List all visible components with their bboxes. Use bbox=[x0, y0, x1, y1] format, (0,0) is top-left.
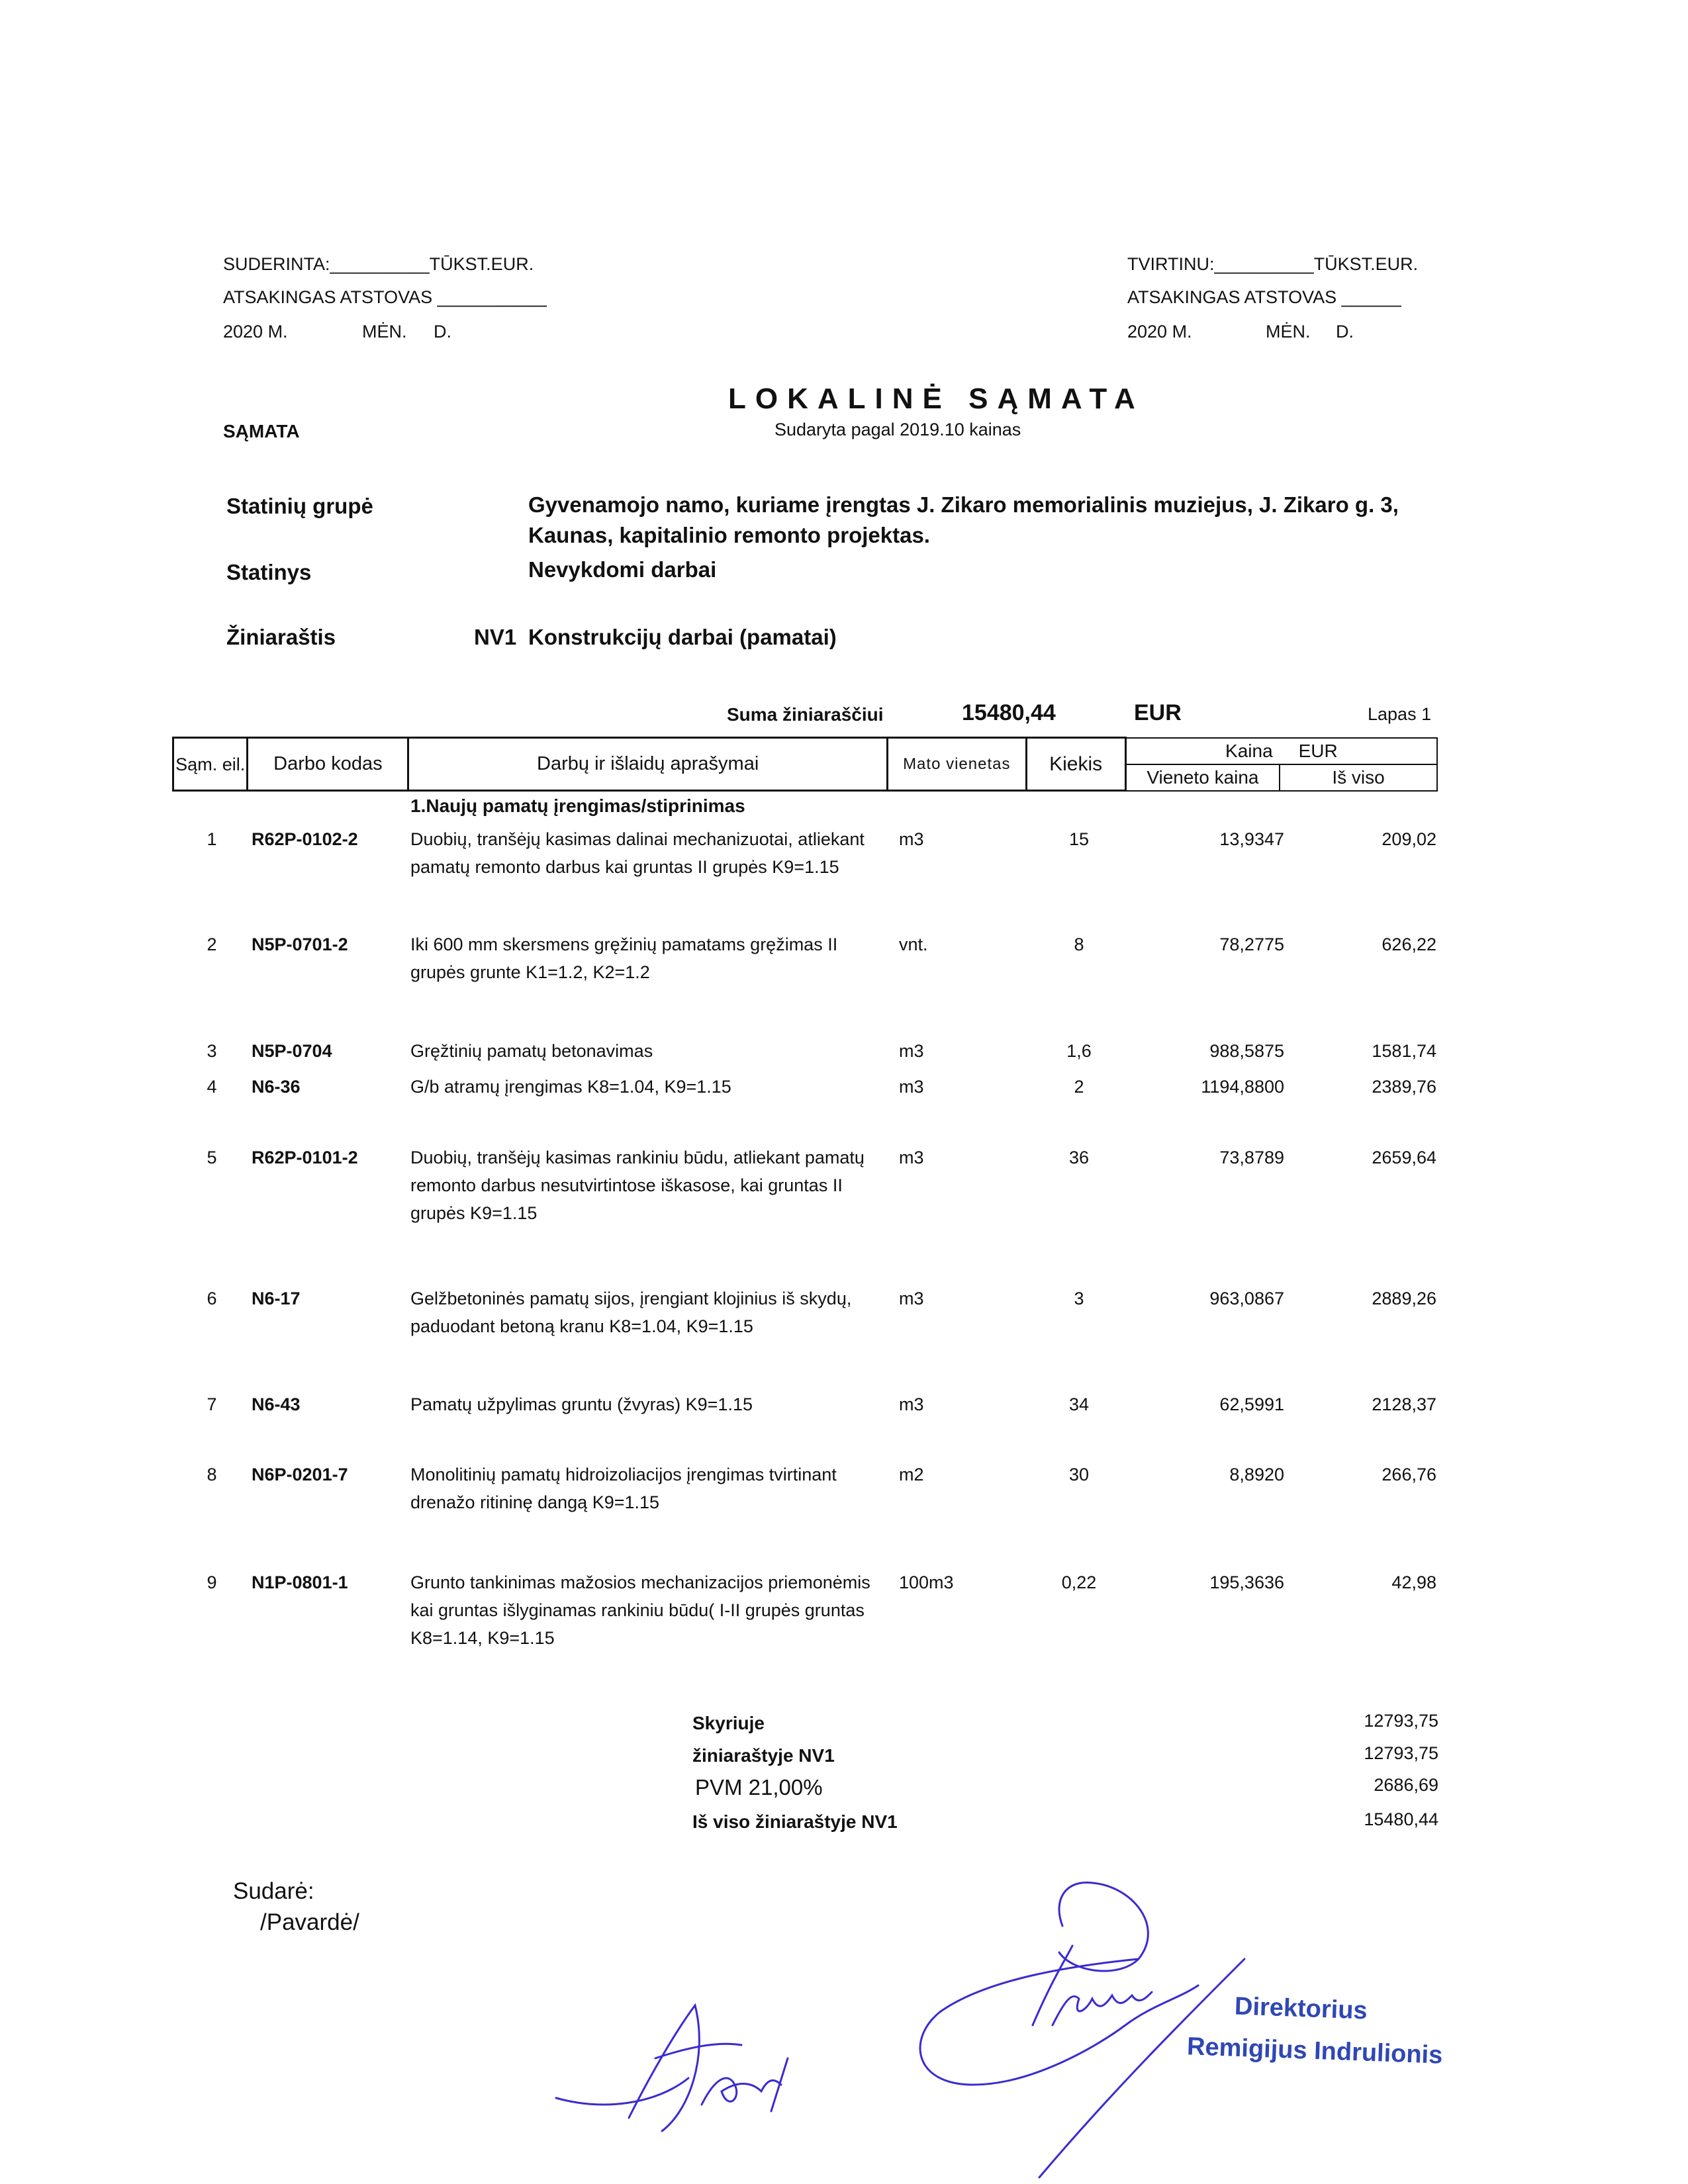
summary-value: 15480,44 bbox=[1364, 1809, 1438, 1829]
object-value: Nevykdomi darbai bbox=[528, 557, 717, 582]
col-price-group: Kaina EUR bbox=[1125, 738, 1437, 764]
sheet-label: Žiniaraštis bbox=[226, 625, 336, 649]
approval-right-line2: ATSAKINGAS ATSTOVAS ______ bbox=[1127, 287, 1401, 307]
row-qty: 30 bbox=[1068, 1465, 1090, 1484]
row-code: N5P-0701-2 bbox=[252, 934, 348, 954]
row-unit-price: 963,0867 bbox=[1209, 1289, 1284, 1308]
row-code: N6P-0201-7 bbox=[252, 1465, 348, 1484]
row-unit: vnt. bbox=[899, 934, 928, 954]
row-desc: Gelžbetoninės pamatų sijos, įrengiant klojinius iš skydų, paduodant betoną kranu K8=1.04, K9=1.15 bbox=[410, 1289, 852, 1336]
row-desc: G/b atramų įrengimas K8=1.04, K9=1.15 bbox=[410, 1077, 731, 1097]
summary-label: Skyriuje bbox=[692, 1713, 765, 1733]
row-desc: Iki 600 mm skersmens gręžinių pamatams gręžimas II grupės grunte K1=1.2, K2=1.2 bbox=[410, 934, 838, 982]
row-total: 2128,37 bbox=[1372, 1394, 1436, 1414]
director-name: Remigijus Indrulionis bbox=[1186, 2032, 1444, 2070]
page-subtitle: Sudaryta pagal 2019.10 kainas bbox=[774, 420, 1021, 439]
row-no: 3 bbox=[207, 1041, 217, 1061]
row-unit-price: 73,8789 bbox=[1219, 1148, 1284, 1167]
summary-label: Iš viso žiniaraštyje NV1 bbox=[692, 1811, 898, 1832]
row-code: N6-36 bbox=[252, 1077, 301, 1097]
director-title: Direktorius bbox=[1234, 1992, 1368, 2025]
col-unit: Mato vienetas bbox=[887, 738, 1026, 791]
row-no: 9 bbox=[207, 1572, 217, 1592]
page-number: Lapas 1 bbox=[1368, 704, 1432, 724]
summary-label: žiniaraštyje NV1 bbox=[692, 1745, 835, 1766]
row-desc: Monolitinių pamatų hidroizoliacijos įrengimas tvirtinant drenažo ritininę dangą K9=1.15 bbox=[410, 1465, 837, 1512]
approval-left-line1: SUDERINTA:__________TŪKST.EUR. bbox=[223, 254, 534, 274]
approval-left-year: 2020 M. bbox=[223, 322, 288, 341]
row-qty: 34 bbox=[1068, 1394, 1090, 1414]
director-signature bbox=[900, 1866, 1271, 2184]
row-total: 2659,64 bbox=[1372, 1148, 1436, 1167]
row-unit: 100m3 bbox=[899, 1572, 954, 1592]
page-title: LOKALINĖ SĄMATA bbox=[728, 383, 1145, 415]
compiled-label: Sudarė: bbox=[233, 1878, 314, 1904]
row-no: 8 bbox=[207, 1465, 217, 1484]
estimate-table-header bbox=[172, 737, 1438, 792]
col-qty: Kiekis bbox=[1026, 738, 1125, 791]
row-unit: m3 bbox=[899, 1041, 924, 1061]
row-total: 42,98 bbox=[1391, 1572, 1436, 1592]
approval-right-month: MĖN. bbox=[1266, 322, 1311, 341]
row-code: N1P-0801-1 bbox=[252, 1572, 348, 1592]
row-unit-price: 8,8920 bbox=[1229, 1465, 1284, 1484]
row-desc: Duobių, tranšėjų kasimas dalinai mechanizuotai, atliekant pamatų remonto darbus kai gruntas II grupės K9=1.15 bbox=[410, 829, 865, 877]
row-code: N6-43 bbox=[252, 1394, 301, 1414]
summary-value: 12793,75 bbox=[1364, 1711, 1438, 1731]
row-desc: Gręžtinių pamatų betonavimas bbox=[410, 1041, 653, 1061]
row-total: 2889,26 bbox=[1372, 1289, 1436, 1308]
row-unit: m3 bbox=[899, 1394, 924, 1414]
row-total: 626,22 bbox=[1382, 934, 1436, 954]
row-qty: 36 bbox=[1068, 1148, 1090, 1167]
row-unit: m2 bbox=[899, 1465, 924, 1484]
col-total: Iš viso bbox=[1280, 764, 1437, 791]
row-total: 1581,74 bbox=[1372, 1041, 1436, 1061]
summary-value: 2686,69 bbox=[1374, 1775, 1438, 1795]
section-title: 1.Naujų pamatų įrengimas/stiprinimas bbox=[410, 796, 745, 816]
row-code: N5P-0704 bbox=[252, 1041, 332, 1061]
col-code: Darbo kodas bbox=[248, 738, 408, 791]
row-desc: Pamatų užpylimas gruntu (žvyras) K9=1.15 bbox=[410, 1394, 753, 1414]
approval-right-day: D. bbox=[1336, 322, 1354, 341]
row-unit-price: 988,5875 bbox=[1209, 1041, 1284, 1061]
row-unit-price: 1194,8800 bbox=[1201, 1077, 1284, 1097]
row-unit: m3 bbox=[899, 1289, 924, 1308]
approval-right-line1: TVIRTINU:__________TŪKST.EUR. bbox=[1127, 254, 1419, 274]
row-no: 5 bbox=[207, 1148, 217, 1167]
row-no: 2 bbox=[207, 934, 217, 954]
compiler-signature bbox=[543, 1979, 847, 2151]
row-qty: 2 bbox=[1074, 1077, 1084, 1097]
row-unit: m3 bbox=[899, 1077, 924, 1097]
object-label: Statinys bbox=[226, 560, 312, 584]
col-unit-price: Vieneto kaina bbox=[1125, 764, 1280, 791]
row-no: 6 bbox=[207, 1289, 217, 1308]
sheet-value: Konstrukcijų darbai (pamatai) bbox=[528, 625, 837, 649]
row-unit: m3 bbox=[899, 829, 924, 849]
sum-currency: EUR bbox=[1134, 700, 1182, 725]
row-code: R62P-0102-2 bbox=[252, 829, 358, 849]
row-unit-price: 195,3636 bbox=[1209, 1572, 1284, 1592]
row-unit-price: 13,9347 bbox=[1219, 829, 1284, 849]
row-total: 209,02 bbox=[1382, 829, 1436, 849]
approval-left-line2: ATSAKINGAS ATSTOVAS ___________ bbox=[223, 287, 547, 307]
row-qty: 3 bbox=[1074, 1289, 1084, 1308]
row-code: N6-17 bbox=[252, 1289, 301, 1308]
sheet-code: NV1 bbox=[474, 625, 517, 649]
surname-label: /Pavardė/ bbox=[260, 1909, 359, 1935]
group-value: Gyvenamojo namo, kuriame įrengtas J. Zikaro memorialinis muziejus, J. Zikaro g. 3, Kaunas, kapitalinio remonto projektas. bbox=[528, 492, 1399, 547]
row-code: R62P-0101-2 bbox=[252, 1148, 358, 1167]
row-total: 2389,76 bbox=[1372, 1077, 1436, 1097]
row-qty: 0,22 bbox=[1061, 1572, 1097, 1592]
col-no: Sąm. eil. bbox=[173, 738, 248, 791]
row-qty: 1,6 bbox=[1066, 1041, 1092, 1061]
approval-left-day: D. bbox=[434, 322, 451, 341]
summary-label: PVM 21,00% bbox=[695, 1775, 823, 1799]
group-label: Statinių grupė bbox=[226, 494, 373, 518]
summary-value: 12793,75 bbox=[1364, 1743, 1438, 1763]
col-desc: Darbų ir išlaidų aprašymai bbox=[408, 738, 888, 791]
approval-right-year: 2020 M. bbox=[1127, 322, 1192, 341]
approval-left-month: MĖN. bbox=[362, 322, 407, 341]
row-desc: Grunto tankinimas mažosios mechanizacijos priemonėmis kai gruntas išlyginamas rankiniu būdu( I-II grupės gruntas K8=1.14, K9=1.15 bbox=[410, 1572, 870, 1648]
row-qty: 8 bbox=[1074, 934, 1084, 954]
sum-value: 15480,44 bbox=[962, 700, 1056, 725]
row-unit-price: 62,5991 bbox=[1219, 1394, 1284, 1414]
row-no: 1 bbox=[207, 829, 217, 849]
row-total: 266,76 bbox=[1382, 1465, 1436, 1484]
row-qty: 15 bbox=[1068, 829, 1090, 849]
row-no: 4 bbox=[207, 1077, 217, 1097]
row-unit-price: 78,2775 bbox=[1219, 934, 1284, 954]
row-desc: Duobių, tranšėjų kasimas rankiniu būdu, atliekant pamatų remonto darbus nesutvirtintose iškasose, kai gruntas II grupės K9=1.15 bbox=[410, 1148, 865, 1223]
row-unit: m3 bbox=[899, 1148, 924, 1167]
doc-type: SĄMATA bbox=[223, 421, 300, 441]
sum-label: Suma žiniaraščiui bbox=[727, 704, 884, 725]
row-no: 7 bbox=[207, 1394, 217, 1414]
